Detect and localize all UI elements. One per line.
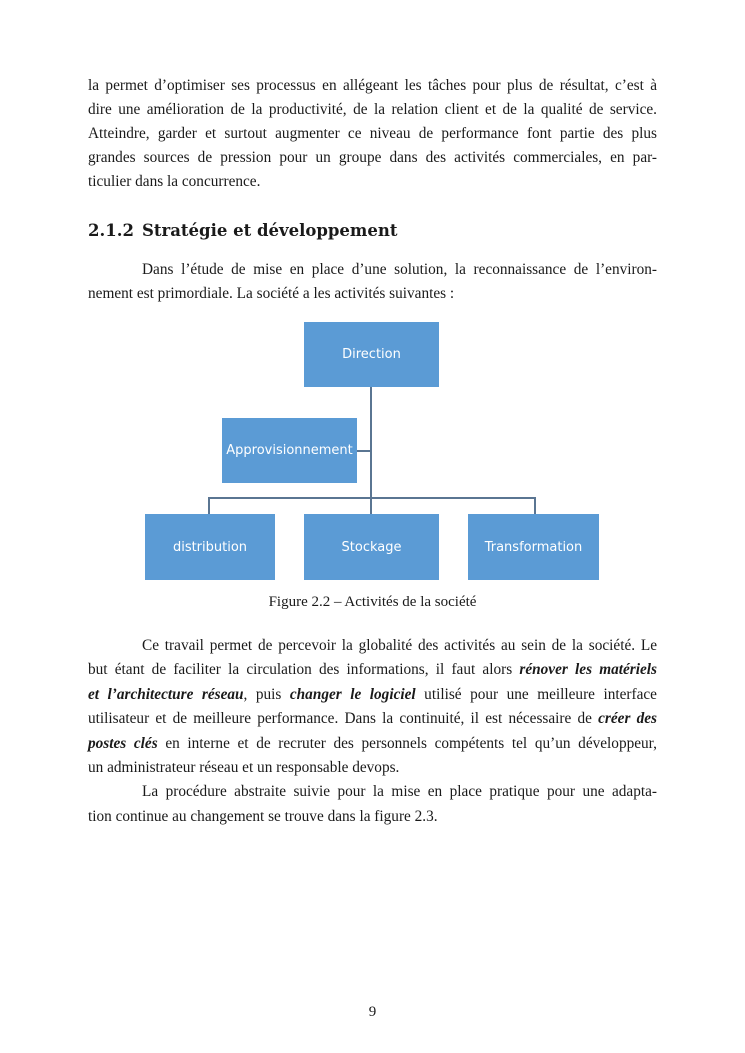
text-line: Atteindre, garder et surtout augmenter ce niveau de performance font partie des plus — [88, 125, 657, 142]
section-number: 2.1.2 — [88, 221, 134, 240]
org-node-direction: Direction — [304, 322, 439, 387]
section-title: Stratégie et développement — [142, 221, 398, 240]
text-span: but étant de faciliter la circulation des informations, il faut alors — [88, 661, 520, 678]
text-span: , puis — [243, 686, 290, 703]
text-line — [88, 709, 657, 729]
text-line: La procédure abstraite suivie pour la mise en place pratique pour une adapta- — [142, 783, 657, 800]
emphasis: postes clés — [88, 735, 158, 752]
text-line: nement est primordiale. La société a les activités suivantes : — [88, 285, 455, 302]
section-heading — [88, 221, 398, 240]
org-node-approvisionnement: Approvisionnement — [222, 418, 357, 483]
text-line: tion continue au changement se trouve dans la figure 2.3. — [88, 808, 438, 825]
text-span: utilisé pour une meilleure interface — [415, 686, 657, 703]
text-span: en interne et de recruter des personnels compétents tel qu’un développeur, — [157, 735, 657, 752]
emphasis: créer des — [598, 710, 657, 727]
emphasis: rénover les matériels — [519, 661, 658, 678]
text-line: ticulier dans la concurrence. — [88, 173, 261, 190]
text-line: grandes sources de pression pour un groupe dans des activités commerciales, en par- — [88, 149, 657, 166]
figure-caption: Figure 2.2 – Activités de la société — [268, 594, 477, 610]
text-line: Dans l’étude de mise en place d’une solution, la reconnaissance de l’environ- — [142, 261, 657, 278]
emphasis: changer le logiciel — [289, 686, 416, 703]
text-span: utilisateur et de meilleure performance. Dans la continuité, il est nécessaire de — [88, 710, 599, 727]
connector-line — [208, 497, 210, 514]
org-node-transformation: Transformation — [468, 514, 599, 580]
connector-line — [534, 497, 536, 514]
text-line: Ce travail permet de percevoir la globalité des activités au sein de la société. Le — [142, 637, 657, 654]
text-line: un administrateur réseau et un responsable devops. — [88, 759, 400, 776]
connector-line — [357, 450, 371, 452]
page-number: 9 — [368, 1004, 377, 1020]
emphasis: et l’architecture réseau — [88, 686, 244, 703]
org-node-distribution: distribution — [145, 514, 275, 580]
text-line: la permet d’optimiser ses processus en allégeant les tâches pour plus de résultat, c’est à — [88, 77, 657, 94]
connector-line — [209, 497, 535, 499]
text-line: dire une amélioration de la productivité, de la relation client et de la qualité de service. — [88, 101, 657, 118]
org-node-stockage: Stockage — [304, 514, 439, 580]
text-line — [88, 660, 657, 680]
text-line — [88, 734, 657, 754]
text-line — [88, 685, 657, 705]
